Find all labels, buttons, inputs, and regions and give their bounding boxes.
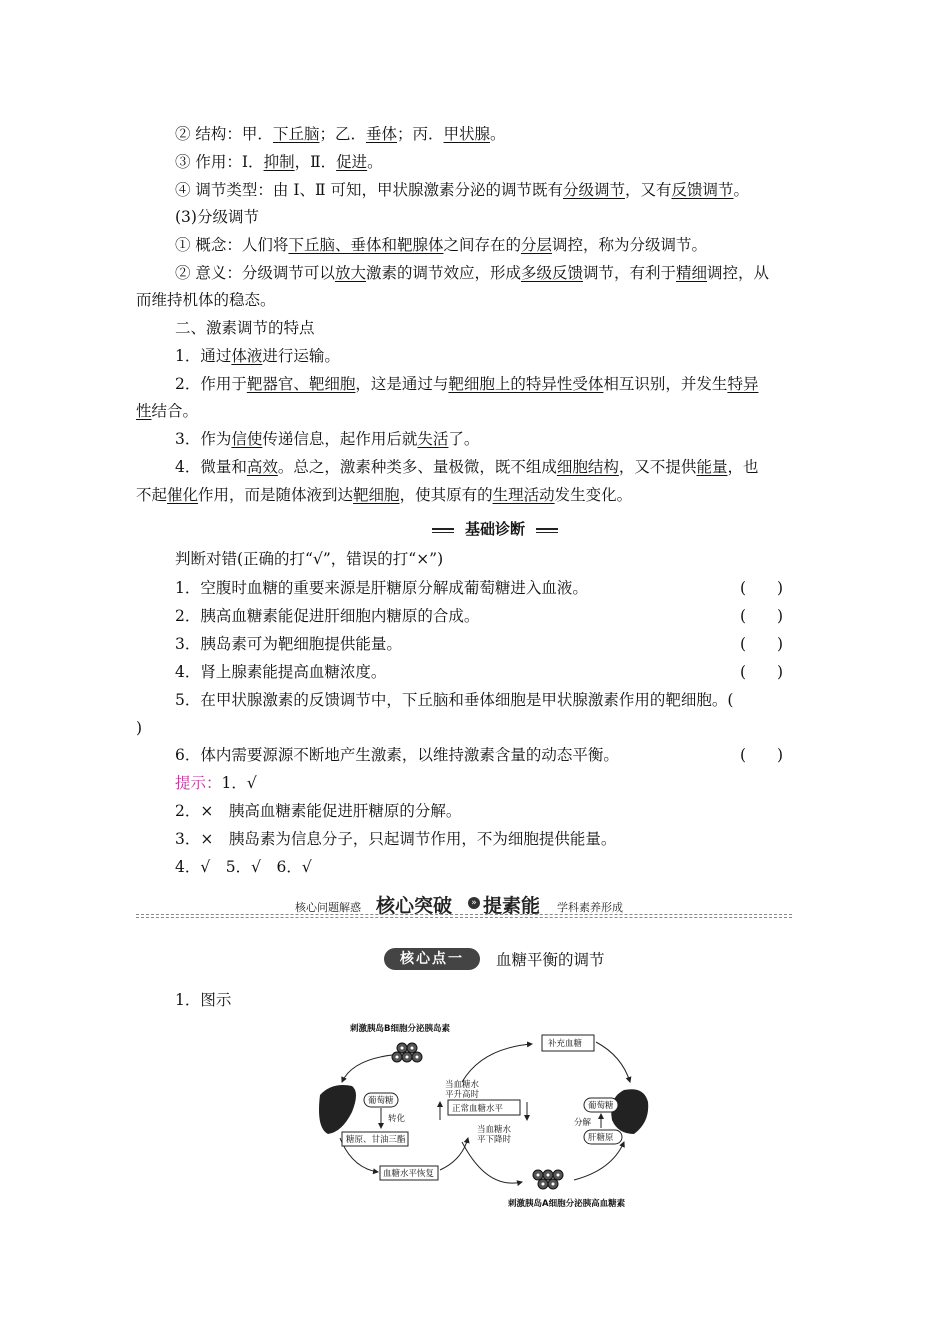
hint-label: 提示： (175, 774, 222, 792)
hint-line: 提示：1．√ (175, 774, 257, 792)
section-arrow-icon: » (468, 897, 480, 909)
diagram-normal: 正常血糖水平 (452, 1104, 504, 1114)
text-line-structure: ② 结构：甲．下丘脑；乙．垂体；丙．甲状腺。 (175, 125, 506, 143)
section-divider-2 (136, 917, 792, 918)
feature-4: 4．微量和高效。总之，激素种类多、量极微，既不组成细胞结构，又不提供能量，也 (175, 458, 759, 476)
text-line-concept: ① 概念：人们将下丘脑、垂体和靶腺体之间存在的分层调控，称为分级调节。 (175, 236, 707, 254)
diagram-storage: 糖原、甘油三酯 (346, 1135, 406, 1145)
liver-left-icon (319, 1085, 356, 1134)
answer-paren-2: ( ) (740, 607, 784, 625)
core-point-badge: 核心点一 (384, 948, 480, 970)
item-diagram-label: 1．图示 (175, 991, 232, 1009)
quiz-intro: 判断对错(正确的打“√”，错误的打“×”) (175, 550, 444, 568)
section-right-caption: 学科素养形成 (557, 901, 623, 914)
diagram-bottom-label: 刺激胰岛A细胞分泌胰高血糖素 (508, 1199, 626, 1209)
diagram-rise-1: 当血糖水 (445, 1080, 480, 1090)
alpha-cells-icon (533, 1170, 563, 1189)
section-title-skill: 提素能 (483, 895, 541, 917)
feature-2-cont: 性结合。 (136, 402, 199, 420)
feature-4-cont: 不起催化作用，而是随体液到达靶细胞，使其原有的生理活动发生变化。 (136, 486, 633, 504)
answer-paren-4: ( ) (740, 663, 784, 681)
diagram-decompose: 分解 (574, 1118, 592, 1128)
section-left-caption: 核心问题解惑 (295, 901, 361, 914)
text-line-significance: ② 意义：分级调节可以放大激素的调节效应，形成多级反馈调节，有利于精细调控，从 (175, 264, 770, 282)
core-point-title: 血糖平衡的调节 (496, 951, 605, 969)
section-title-core: 核心突破 (376, 895, 453, 917)
feature-1: 1．通过体液进行运输。 (175, 347, 340, 365)
diagram-recover: 血糖水平恢复 (383, 1169, 435, 1179)
section-divider (136, 914, 792, 915)
banner-label: 基础诊断 (454, 518, 536, 540)
text-line-regulation-type: ④ 调节类型：由 Ⅰ、Ⅱ 可知，甲状腺激素分泌的调节既有分级调节，又有反馈调节。 (175, 181, 750, 199)
feature-2: 2．作用于靶器官、靶细胞，这是通过与靶细胞上的特异性受体相互识别，并发生特异 (175, 375, 759, 393)
quiz-item-5: 5．在甲状腺激素的反馈调节中，下丘脑和垂体细胞是甲状腺激素作用的靶细胞。( (175, 691, 734, 709)
answer-paren-1: ( ) (740, 579, 784, 597)
heading-hormone-features: 二、激素调节的特点 (175, 319, 315, 337)
diagram-convert: 转化 (388, 1114, 406, 1124)
text-line-significance-cont: 而维持机体的稳态。 (136, 291, 276, 309)
quiz-item-6: 6．体内需要源源不断地产生激素，以维持激素含量的动态平衡。 (175, 746, 619, 764)
feature-3: 3．作为信使传递信息，起作用后就失活了。 (175, 430, 480, 448)
basic-diagnosis-banner (432, 518, 558, 540)
answer-paren-6: ( ) (740, 746, 784, 764)
diagram-supplement: 补充血糖 (548, 1039, 583, 1049)
diagram-rise-2: 平升高时 (445, 1090, 480, 1100)
liver-right-icon (611, 1089, 648, 1134)
diagram-glucose-left: 葡萄糖 (368, 1096, 394, 1106)
quiz-item-2: 2．胰高血糖素能促进肝细胞内糖原的合成。 (175, 607, 480, 625)
beta-cells-icon (392, 1043, 422, 1062)
answer-2: 2．× 胰高血糖素能促进肝糖原的分解。 (175, 802, 462, 820)
diagram-fall-1: 当血糖水 (477, 1125, 512, 1135)
diagram-fall-2: 平下降时 (477, 1135, 512, 1145)
text-line-function: ③ 作用：Ⅰ．抑制，Ⅱ．促进。 (175, 153, 383, 171)
answer-4-6: 4．√ 5．√ 6．√ (175, 858, 312, 876)
quiz-item-5-cont: ) (136, 719, 143, 737)
quiz-item-4: 4．肾上腺素能提高血糖浓度。 (175, 663, 387, 681)
quiz-item-1: 1．空腹时血糖的重要来源是肝糖原分解成葡萄糖进入血液。 (175, 579, 588, 597)
diagram-glucose-right: 葡萄糖 (588, 1101, 614, 1111)
quiz-item-3: 3．胰岛素可为靶细胞提供能量。 (175, 635, 402, 653)
answer-paren-3: ( ) (740, 635, 784, 653)
subheading-hierarchical: (3)分级调节 (175, 208, 259, 226)
diagram-top-label: 刺激胰岛B细胞分泌胰岛素 (350, 1024, 450, 1034)
diagram-glycogen: 肝糖原 (588, 1133, 614, 1143)
answer-3: 3．× 胰岛素为信息分子，只起调节作用，不为细胞提供能量。 (175, 830, 617, 848)
blood-glucose-diagram (312, 1020, 652, 1215)
